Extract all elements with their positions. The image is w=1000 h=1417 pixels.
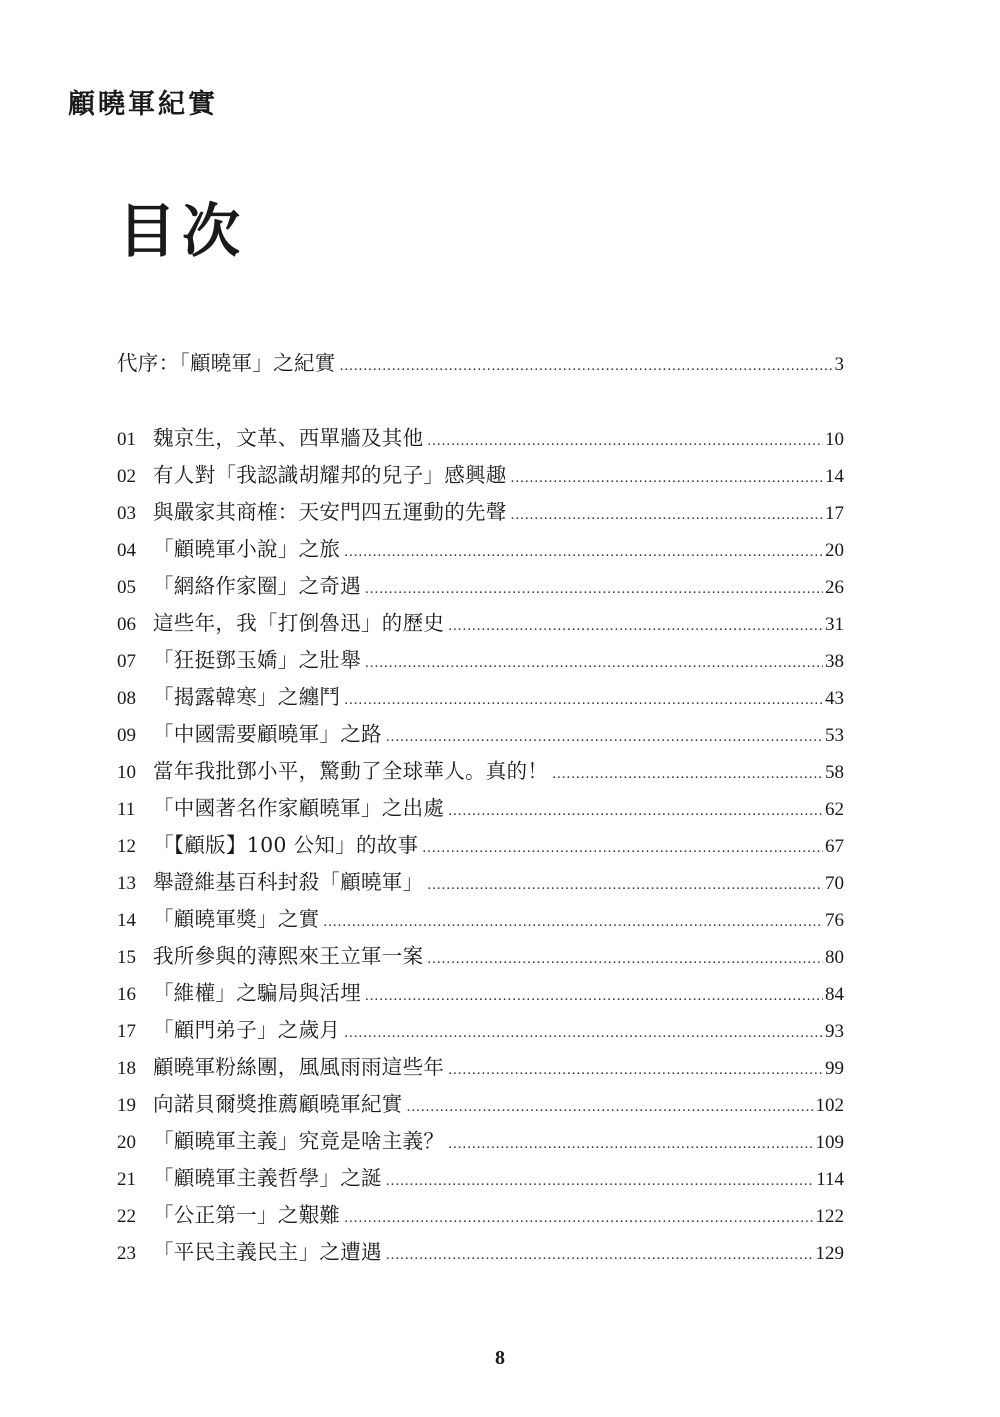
toc-entry-page: 129 <box>815 1243 844 1264</box>
toc-entry <box>117 1161 844 1198</box>
toc-title: 目次 <box>118 197 247 265</box>
toc-entry-page: 43 <box>825 688 844 709</box>
toc-entry-number: 16 <box>117 984 136 1005</box>
toc-entry-number: 04 <box>117 540 136 561</box>
toc-entry-title: 魏京生，文革、西單牆及其他 <box>153 426 424 450</box>
toc-entry <box>117 569 844 606</box>
toc-leader-dots <box>448 618 823 635</box>
toc-entry-number: 10 <box>117 762 136 783</box>
toc-leader-dots <box>365 988 823 1005</box>
toc-leader-dots <box>386 729 823 746</box>
toc-entry-page: 62 <box>825 799 844 820</box>
toc-entry-title: 「顧曉軍小說」之旅 <box>153 537 341 561</box>
toc-entry-page: 122 <box>815 1206 844 1227</box>
toc-leader-dots <box>427 433 823 450</box>
toc-entry-page: 99 <box>825 1058 844 1079</box>
toc-entry <box>117 1013 844 1050</box>
toc-leader-dots <box>340 358 833 375</box>
toc-entry-page: 109 <box>815 1132 844 1153</box>
running-header-title: 顧曉軍紀實 <box>68 89 218 120</box>
toc-entry <box>117 643 844 680</box>
toc-leader-dots <box>344 1210 813 1227</box>
toc-leader-dots <box>365 581 823 598</box>
toc-entry <box>117 976 844 1013</box>
toc-leader-dots <box>386 1247 814 1264</box>
toc-entry <box>117 828 844 865</box>
toc-entry-title: 當年我批鄧小平，驚動了全球華人。真的！ <box>153 759 549 783</box>
toc-entry-page: 10 <box>825 429 844 450</box>
toc-entry-page: 20 <box>825 540 844 561</box>
toc-entry-title: 「中國需要顧曉軍」之路 <box>153 722 382 746</box>
toc-entry-title: 「狂挺鄧玉嬌」之壯舉 <box>153 648 361 672</box>
toc-entry-number: 08 <box>117 688 136 709</box>
toc-leader-dots <box>427 877 823 894</box>
toc-entry-number: 03 <box>117 503 136 524</box>
toc-entry <box>117 1235 844 1272</box>
toc-entry <box>117 717 844 754</box>
toc-entry-number: 05 <box>117 577 136 598</box>
toc-leader-dots <box>365 655 823 672</box>
toc-entry-page: 53 <box>825 725 844 746</box>
toc-leader-dots <box>448 803 823 820</box>
toc-entry-number: 19 <box>117 1095 136 1116</box>
toc-entry-page: 67 <box>825 836 844 857</box>
toc-leader-dots <box>344 692 823 709</box>
toc-entry-number: 14 <box>117 910 136 931</box>
toc-entry-number: 22 <box>117 1206 136 1227</box>
toc-preface-entry <box>117 346 844 383</box>
toc-entry-number: 11 <box>117 799 136 820</box>
toc-entry-number: 06 <box>117 614 136 635</box>
toc-entry-title: 「揭露韓寒」之纏鬥 <box>153 685 341 709</box>
toc-entry <box>117 1124 844 1161</box>
toc-entry <box>117 495 844 532</box>
toc-entry-title: 「網絡作家圈」之奇遇 <box>153 574 361 598</box>
toc-entry-page: 114 <box>816 1169 844 1190</box>
toc-leader-dots <box>448 1136 813 1153</box>
toc-entry-number: 15 <box>117 947 136 968</box>
toc-entry-title: 與嚴家其商榷：天安門四五運動的先聲 <box>153 500 507 524</box>
toc-leader-dots <box>422 840 823 857</box>
toc-entry <box>117 939 844 976</box>
toc-chapter-list <box>117 421 844 1272</box>
toc-entry-title: 「顧曉軍主義」究竟是啥主義？ <box>153 1129 445 1153</box>
toc-leader-dots <box>344 1025 823 1042</box>
toc-leader-dots <box>407 1099 814 1116</box>
toc-entry-title: 「顧曉軍主義哲學」之誕 <box>153 1166 382 1190</box>
toc-entry-page: 58 <box>825 762 844 783</box>
toc-entry <box>117 421 844 458</box>
toc-preface-page: 3 <box>834 354 844 375</box>
toc-entry-number: 01 <box>117 429 136 450</box>
toc-entry-page: 80 <box>825 947 844 968</box>
toc-entry-page: 38 <box>825 651 844 672</box>
toc-entry <box>117 865 844 902</box>
toc-entry-number: 21 <box>117 1169 136 1190</box>
toc-entry-title: 這些年，我「打倒魯迅」的歷史 <box>153 611 445 635</box>
toc-leader-dots <box>448 1062 823 1079</box>
toc-entry-title: 「中國著名作家顧曉軍」之出處 <box>153 796 445 820</box>
toc-entry <box>117 532 844 569</box>
toc-entry-number: 07 <box>117 651 136 672</box>
toc-entry-number: 18 <box>117 1058 136 1079</box>
toc-entry-number: 13 <box>117 873 136 894</box>
toc-entry-title: 「平民主義民主」之遭遇 <box>153 1240 382 1264</box>
toc-leader-dots <box>511 470 823 487</box>
toc-preface-text: 代序：「顧曉軍」之紀實 <box>117 351 336 375</box>
toc-entry-page: 76 <box>825 910 844 931</box>
toc-leader-dots <box>511 507 823 524</box>
toc-entry <box>117 1198 844 1235</box>
toc-entry <box>117 1050 844 1087</box>
toc-entry <box>117 791 844 828</box>
toc-entry-page: 70 <box>825 873 844 894</box>
toc-entry-page: 93 <box>825 1021 844 1042</box>
toc-entry-title: 向諾貝爾獎推薦顧曉軍紀實 <box>153 1092 403 1116</box>
toc-entry-title: 我所參與的薄熙來王立軍一案 <box>153 944 424 968</box>
toc-entry-number: 17 <box>117 1021 136 1042</box>
toc-entry-title: 「公正第一」之艱難 <box>153 1203 341 1227</box>
toc-entry-title: 「【顧版】100 公知」的故事 <box>153 833 419 857</box>
toc-leader-dots <box>427 951 823 968</box>
toc-entry-title: 有人對「我認識胡耀邦的兒子」感興趣 <box>153 463 507 487</box>
toc-entry-number: 12 <box>117 836 136 857</box>
toc-leader-dots <box>323 914 823 931</box>
toc-entry <box>117 606 844 643</box>
toc-entry-page: 31 <box>825 614 844 635</box>
toc-entry-number: 09 <box>117 725 136 746</box>
toc-leader-dots <box>386 1173 814 1190</box>
toc-entry-number: 20 <box>117 1132 136 1153</box>
toc-entry-page: 14 <box>825 466 844 487</box>
toc-entry <box>117 902 844 939</box>
toc-entry-page: 84 <box>825 984 844 1005</box>
toc-entry-title: 「顧門弟子」之歲月 <box>153 1018 341 1042</box>
toc-entry <box>117 680 844 717</box>
toc-entry <box>117 1087 844 1124</box>
toc-entry-page: 17 <box>825 503 844 524</box>
toc-leader-dots <box>344 544 823 561</box>
toc-entry <box>117 458 844 495</box>
toc-entry-number: 02 <box>117 466 136 487</box>
toc-entry-title: 「顧曉軍獎」之實 <box>153 907 320 931</box>
toc-leader-dots <box>552 766 823 783</box>
toc-entry-title: 顧曉軍粉絲團，風風雨雨這些年 <box>153 1055 445 1079</box>
toc-entry-title: 「維權」之騙局與活埋 <box>153 981 361 1005</box>
page-number: 8 <box>495 1347 505 1369</box>
toc-entry-page: 26 <box>825 577 844 598</box>
toc-entry-number: 23 <box>117 1243 136 1264</box>
toc-entry-title: 舉證維基百科封殺「顧曉軍」 <box>153 870 424 894</box>
toc-preface-list <box>117 346 844 383</box>
toc-entry-page: 102 <box>815 1095 844 1116</box>
toc-entry <box>117 754 844 791</box>
